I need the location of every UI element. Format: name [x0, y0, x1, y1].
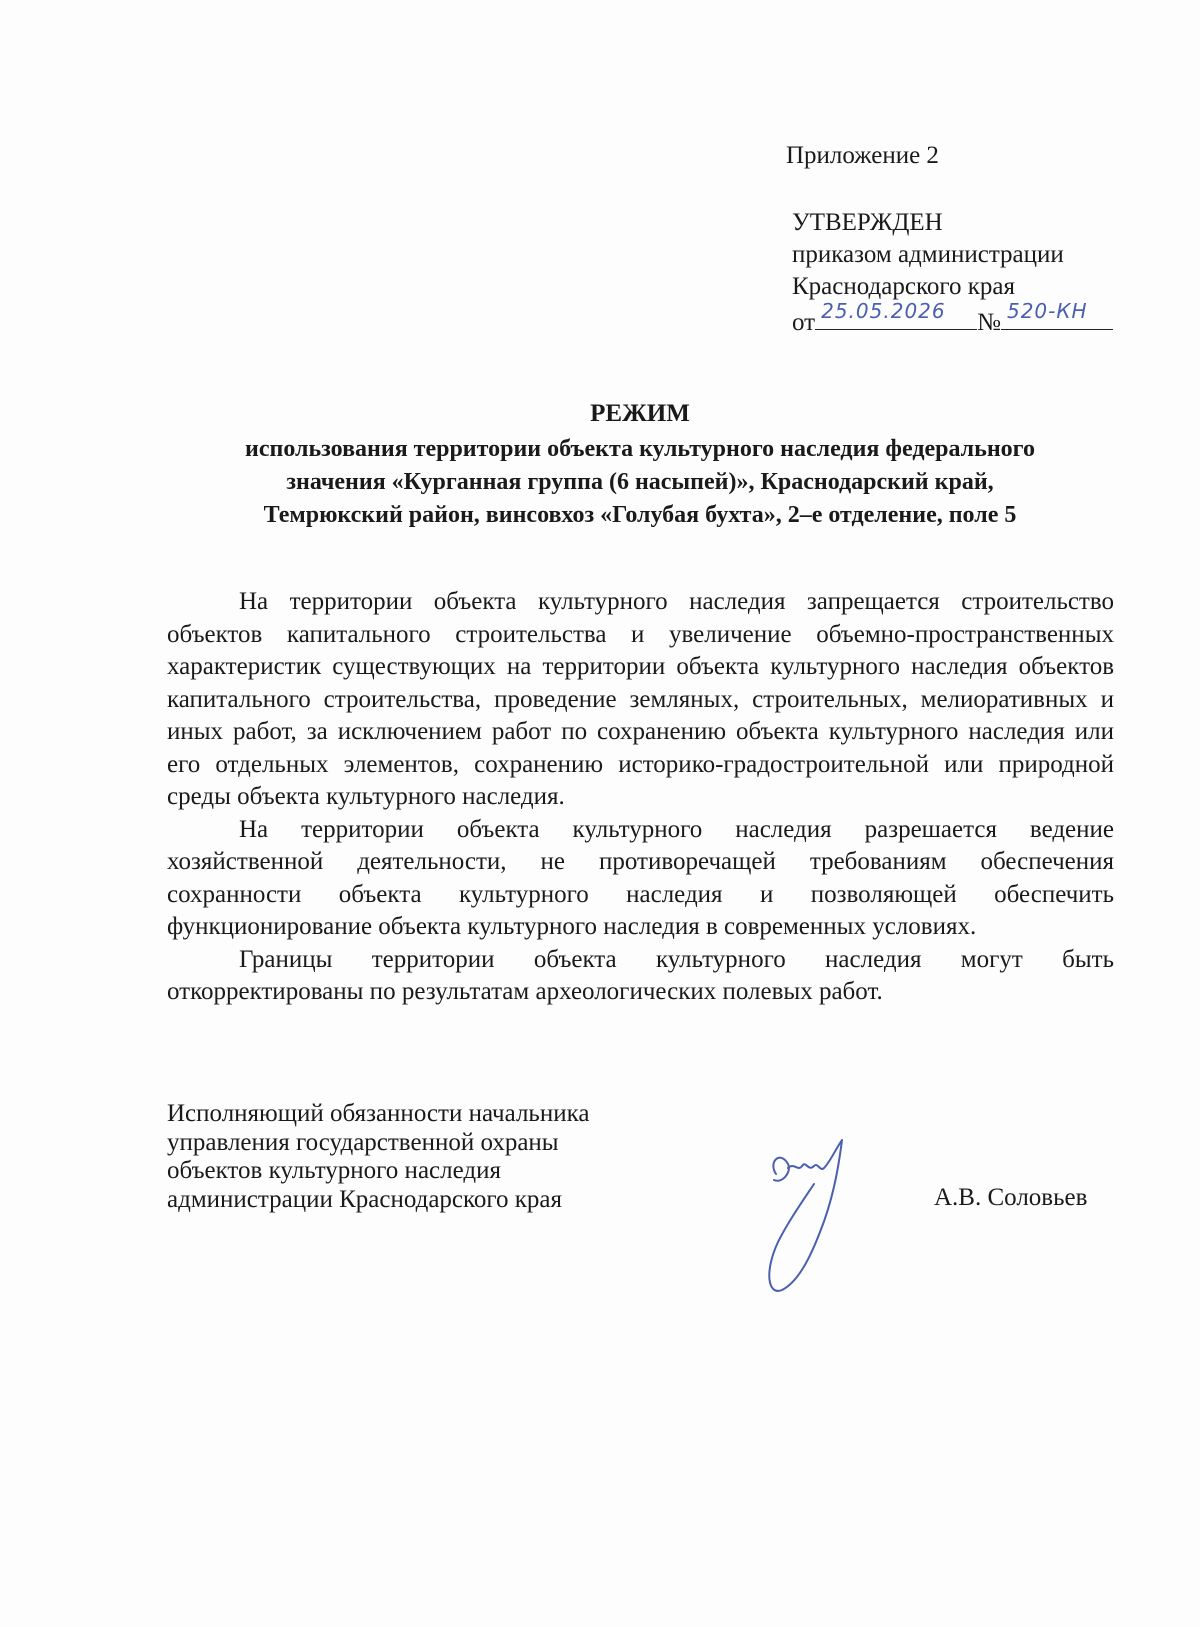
approved-heading: УТВЕРЖДЕН [792, 209, 943, 236]
number-prefix: № [977, 309, 1001, 336]
document-title: РЕЖИМ [590, 400, 690, 427]
handwritten-date: 25.05.2026 [821, 299, 946, 323]
subtitle-line: значения «Курганная группа (6 насыпей)», Краснодарский край, [286, 469, 994, 495]
handwritten-signature [758, 1132, 868, 1302]
approval-block [792, 207, 1113, 339]
document-body [167, 586, 1114, 1009]
signer-position-line: объектов культурного наследия [167, 1157, 501, 1184]
date-field [815, 299, 977, 330]
signer-position [167, 1100, 589, 1214]
signer-position-line: управления государственной охраны [167, 1128, 559, 1156]
approved-by-line1: приказом администрации [792, 241, 1064, 268]
appendix-label: Приложение 2 [786, 142, 939, 169]
number-field [1001, 299, 1113, 330]
signer-position-line: администрации Краснодарского края [167, 1185, 563, 1213]
signer-position-line: Исполняющий обязанности начальника [167, 1100, 590, 1127]
handwritten-number: 520-КН [1006, 299, 1088, 323]
subtitle-line: использования территории объекта культурного наследия федерального [245, 436, 1035, 462]
date-prefix: от [792, 309, 816, 336]
body-paragraph: На территории объекта культурного наследия запрещается строительство объектов капитального строительства и увеличение объемно-пространственных характеристик существующих на территории объекта культурного наследия объектов капитального строительства, проведение земляных, строительных, мелиоративных и иных работ, за исключением работ по сохранению объекта культурного наследия или его отдельных элементов, сохранению историко-градостроительной или природной среды объекта культурного наследия. [167, 588, 1114, 810]
document-subtitle [150, 433, 1130, 532]
signature-stroke [769, 1140, 842, 1291]
signer-name: А.В. Соловьев [934, 1184, 1088, 1211]
order-date-number-row [792, 299, 1113, 339]
body-paragraph: На территории объекта культурного наследия разрешается ведение хозяйственной деятельности, не противоречащей требованиям обеспечения сохранности объекта культурного наследия и позволяющей обеспечить функционирование объекта культурного наследия в современных условиях. [167, 815, 1114, 940]
approved-by-line2: Краснодарского края [792, 273, 1015, 300]
subtitle-line: Темрюкский район, винсовхоз «Голубая бухта», 2–е отделение, поле 5 [263, 502, 1017, 528]
body-paragraph: Границы территории объекта культурного наследия могут быть откорректированы по результатам археологических полевых работ. [167, 945, 1114, 1005]
